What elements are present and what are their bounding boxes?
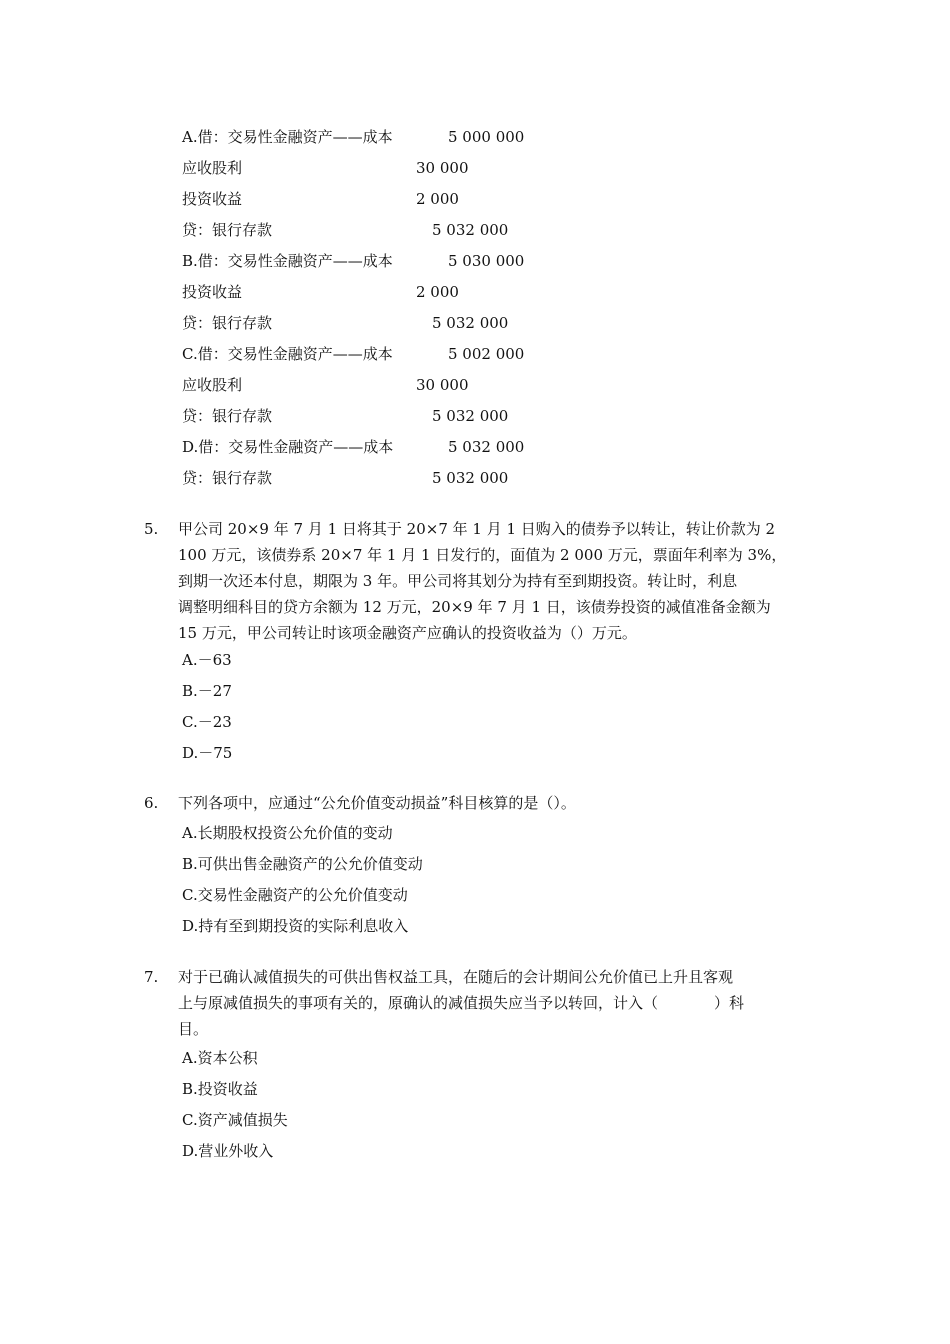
question-text-line: 对于已确认减值损失的可供出售权益工具，在随后的会计期间公允价值已上升且客观 xyxy=(178,968,734,986)
question-text-fragment: 上与原减值损失的事项有关的，原确认的减值损失应当予以转回，计入（ xyxy=(178,994,659,1012)
question-text-line: 下列各项中，应通过“公允价值变动损益”科目核算的是（）。 xyxy=(178,794,576,812)
entry-label: 贷：银行存款 xyxy=(182,407,273,425)
answer-option-c[interactable]: C.交易性金融资产的公允价值变动 xyxy=(182,886,408,904)
answer-option-a[interactable]: A.－63 xyxy=(182,651,232,669)
question-text-line: 甲公司 20×9 年 7 月 1 日将其于 20×7 年 1 月 1 日购入的债券予以转让，转让价款为 2 xyxy=(178,520,776,538)
entry-amount: 5 002 000 xyxy=(448,345,525,363)
question-text-fragment: ）科 xyxy=(714,994,745,1012)
entry-label: 应收股利 xyxy=(182,159,243,177)
entry-label: 应收股利 xyxy=(182,376,243,394)
entry-label: B.借：交易性金融资产——成本 xyxy=(182,252,393,270)
answer-option-b[interactable]: B.可供出售金融资产的公允价值变动 xyxy=(182,855,423,873)
question-number: 5. xyxy=(144,520,159,538)
entry-amount: 30 000 xyxy=(416,376,469,394)
entry-amount: 2 000 xyxy=(416,190,459,208)
entry-amount: 2 000 xyxy=(416,283,459,301)
entry-amount: 5 030 000 xyxy=(448,252,525,270)
answer-option-b[interactable]: B.投资收益 xyxy=(182,1080,258,1098)
question-number: 6. xyxy=(144,794,159,812)
question-text-line: 100 万元，该债券系 20×7 年 1 月 1 日发行的，面值为 2 000 万元，票面年利率为 3%， xyxy=(178,546,787,564)
answer-option-d[interactable]: D.－75 xyxy=(182,744,233,762)
question-number: 7. xyxy=(144,968,159,986)
answer-option-c[interactable]: C.－23 xyxy=(182,713,232,731)
entry-label: D.借：交易性金融资产——成本 xyxy=(182,438,394,456)
entry-label: 贷：银行存款 xyxy=(182,469,273,487)
entry-amount: 30 000 xyxy=(416,159,469,177)
answer-option-d[interactable]: D.营业外收入 xyxy=(182,1142,274,1160)
answer-option-c[interactable]: C.资产减值损失 xyxy=(182,1111,288,1129)
entry-amount: 5 032 000 xyxy=(448,438,525,456)
entry-label: 贷：银行存款 xyxy=(182,221,273,239)
entry-amount: 5 032 000 xyxy=(432,469,509,487)
question-text xyxy=(178,516,806,646)
answer-option-d[interactable]: D.持有至到期投资的实际利息收入 xyxy=(182,917,409,935)
question-text xyxy=(178,790,806,816)
entry-amount: 5 032 000 xyxy=(432,314,509,332)
entry-label: C.借：交易性金融资产——成本 xyxy=(182,345,393,363)
entry-amount: 5 032 000 xyxy=(432,221,509,239)
question-text-line: 到期一次还本付息，期限为 3 年。甲公司将其划分为持有至到期投资。转让时，利息 xyxy=(178,572,738,590)
question-text-line: 调整明细科目的贷方余额为 12 万元，20×9 年 7 月 1 日，该债券投资的减值准备金额为 xyxy=(178,598,771,616)
entry-amount: 5 000 000 xyxy=(448,128,525,146)
answer-option-a[interactable]: A.长期股权投资公允价值的变动 xyxy=(182,824,393,842)
question-text-line xyxy=(178,990,806,1016)
entry-label: 投资收益 xyxy=(182,283,243,301)
entry-label: 投资收益 xyxy=(182,190,243,208)
answer-option-b[interactable]: B.－27 xyxy=(182,682,232,700)
question-text xyxy=(178,964,806,1042)
entry-amount: 5 032 000 xyxy=(432,407,509,425)
entry-label: 贷：银行存款 xyxy=(182,314,273,332)
question-text-line: 15 万元，甲公司转让时该项金融资产应确认的投资收益为（）万元。 xyxy=(178,624,637,642)
answer-option-a[interactable]: A.资本公积 xyxy=(182,1049,258,1067)
entry-label: A.借：交易性金融资产——成本 xyxy=(182,128,393,146)
question-text-line: 目。 xyxy=(178,1020,209,1038)
